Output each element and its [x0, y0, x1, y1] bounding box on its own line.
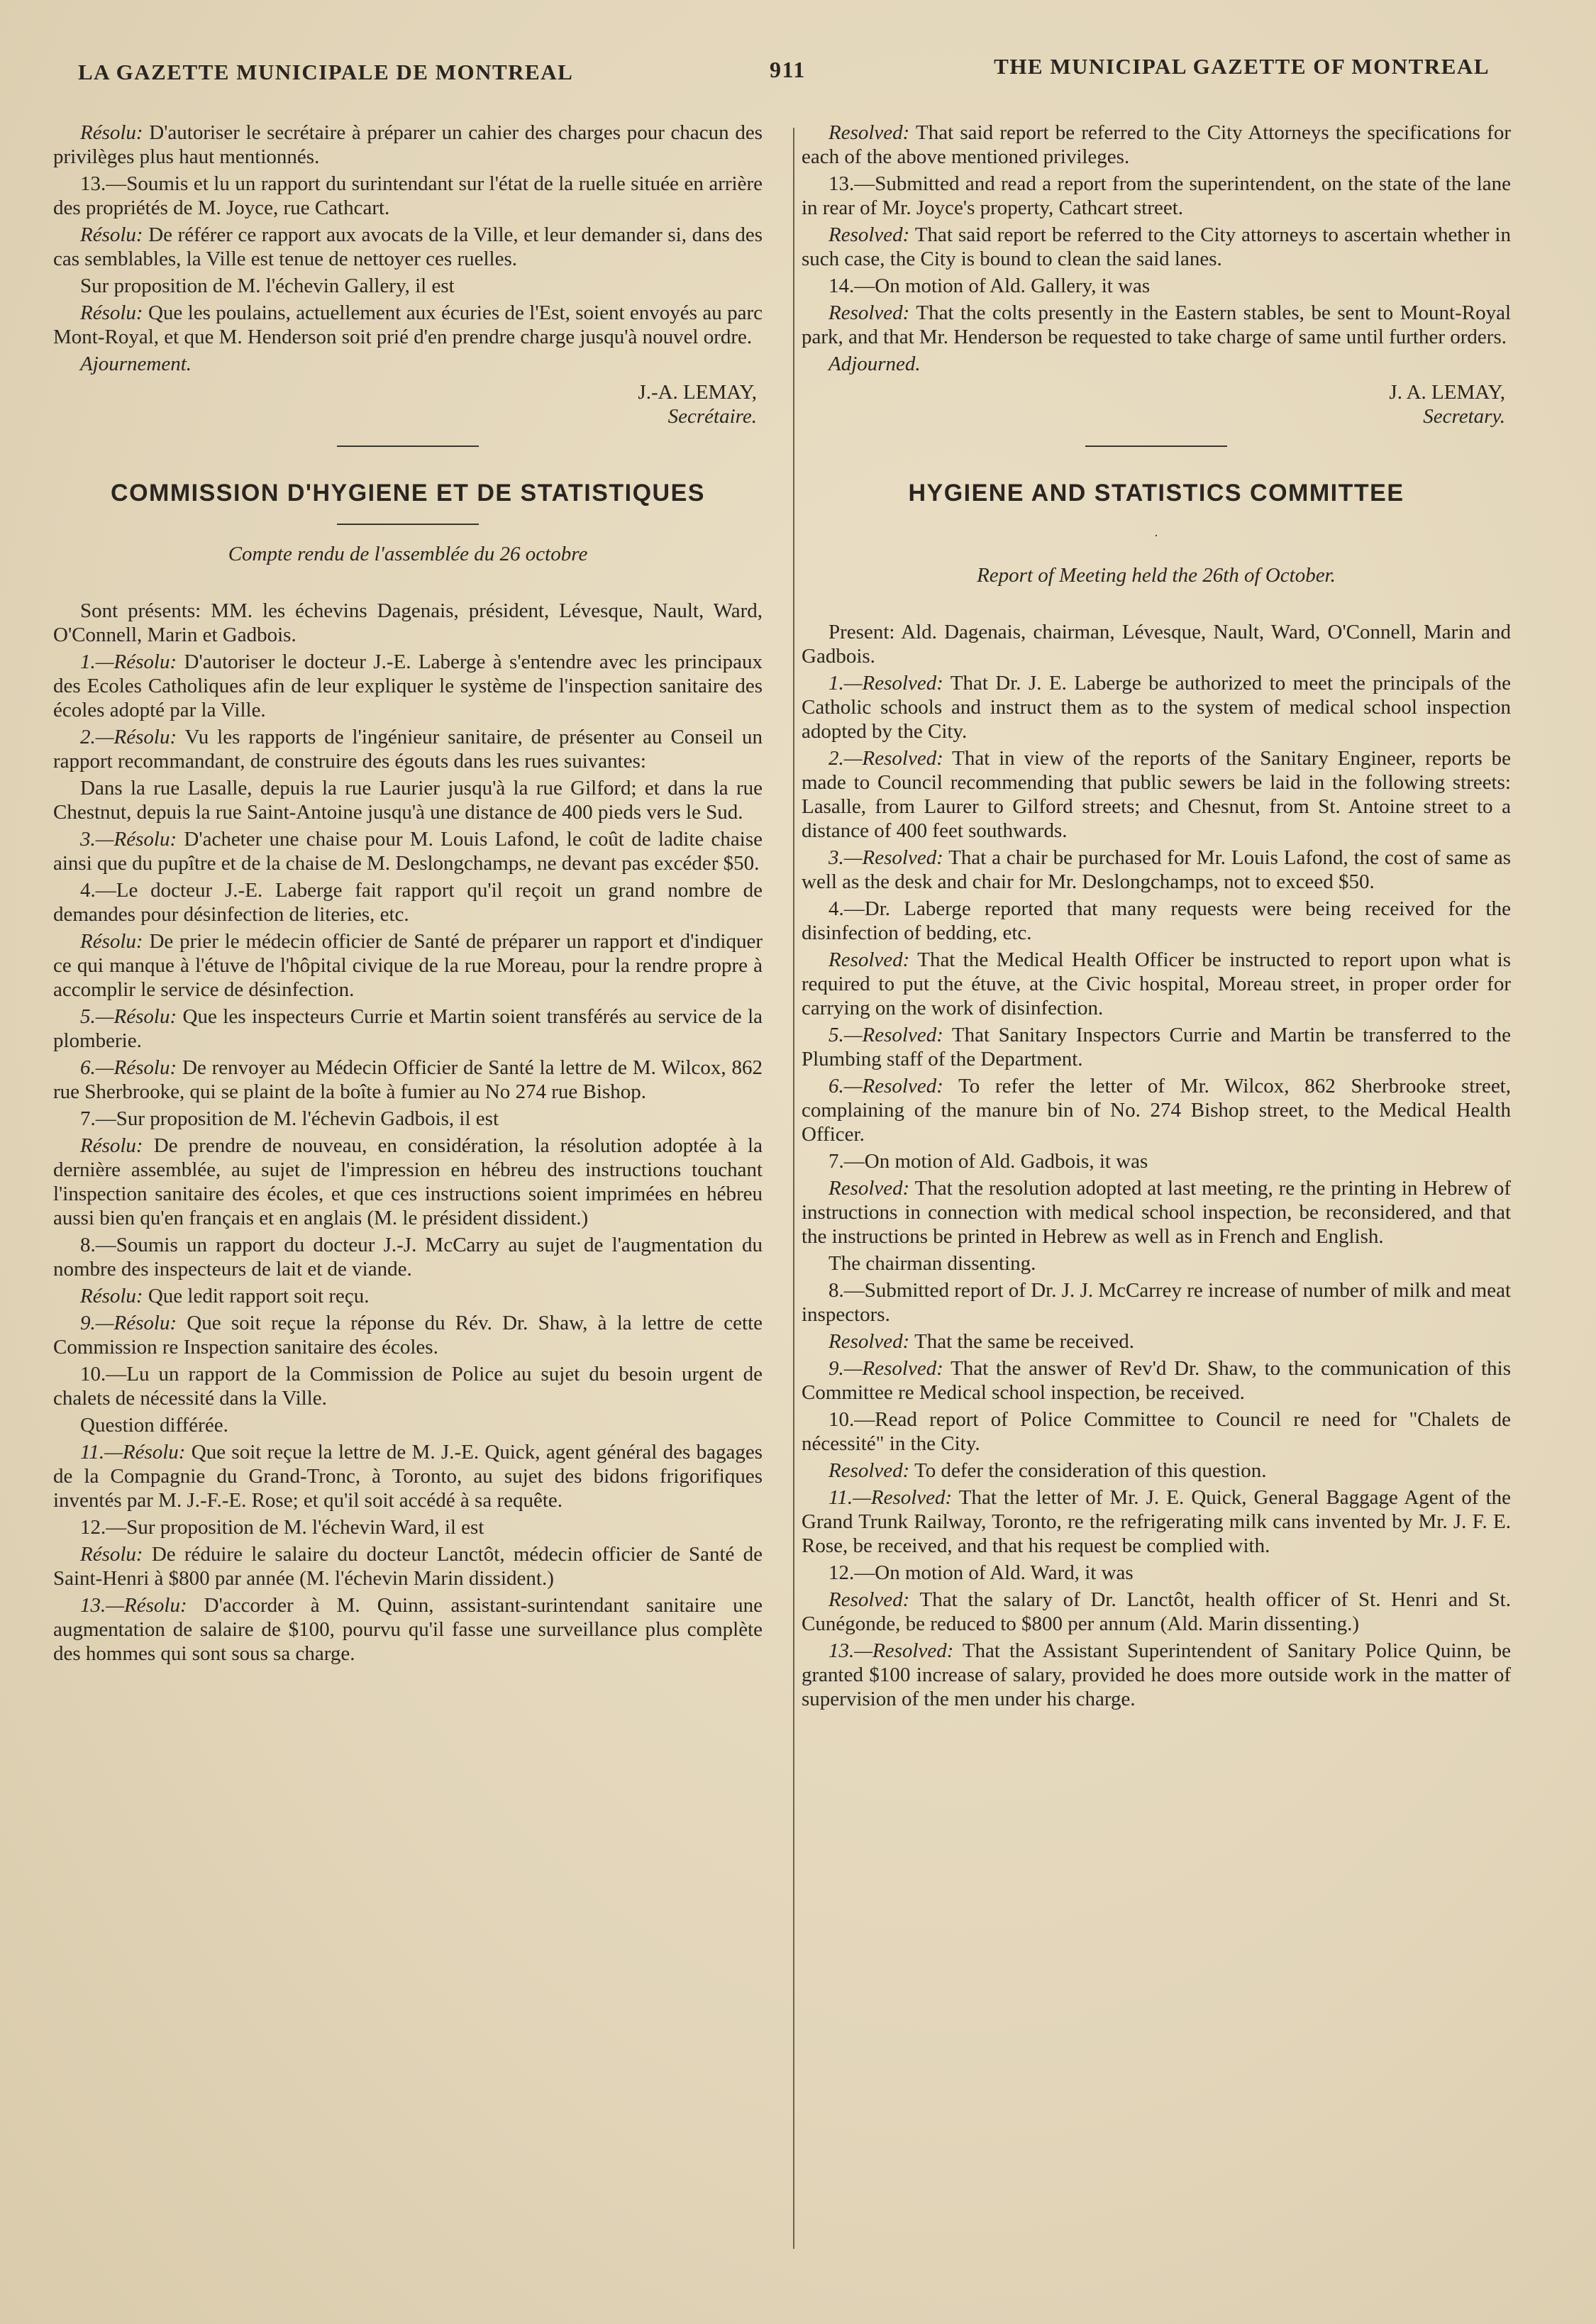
- fr-body-paragraph-text: Vu les rapports de l'ingénieur sanitaire, de présenter au Conseil un rapport recommandant, de construire des égouts dans les rues suivantes:: [53, 726, 763, 773]
- en-body-paragraph: [802, 1485, 1511, 1558]
- en-body-paragraph-text: That the Medical Health Officer be instructed to report upon what is required to put the étuve, at the Civic hospital, Moreau street, in proper order for carrying on the work of disinfection.: [802, 948, 1511, 1019]
- fr-body-paragraph-label: 2.—Résolu:: [80, 726, 177, 748]
- en-body-paragraph: [802, 897, 1511, 945]
- en-top-paragraph-text: That said report be referred to the City attorneys to ascertain whether in such case, the City is bound to clean the said lanes.: [802, 223, 1511, 270]
- en-decorative-dot: ·: [1154, 529, 1158, 543]
- fr-body-paragraph-text: 8.—Soumis un rapport du docteur J.-J. McCarry au sujet de l'augmentation du nombre des inspecteurs de lait et de viande.: [53, 1234, 763, 1280]
- fr-top-paragraph-label: Résolu:: [80, 223, 143, 246]
- en-top-paragraph-label: Adjourned.: [829, 353, 921, 375]
- fr-body-paragraph-label: Résolu:: [80, 1285, 143, 1307]
- fr-body-paragraph-text: Question différée.: [80, 1414, 228, 1437]
- fr-body-paragraph-label: 6.—Résolu:: [80, 1056, 177, 1079]
- fr-body-paragraph-text: D'autoriser le docteur J.-E. Laberge à s'entendre avec les principaux des Ecoles Catholiques afin de leur expliquer le système de l'inspection sanitaire des écoles adopté par la Ville.: [53, 651, 763, 721]
- fr-body-paragraphs: [53, 599, 763, 1666]
- fr-body-paragraph: [53, 1056, 763, 1104]
- fr-top-paragraph-text: De référer ce rapport aux avocats de la Ville, et leur demander si, dans des cas semblables, la Ville est tenue de nettoyer ces ruelles.: [53, 223, 763, 270]
- fr-body-paragraph-label: Résolu:: [80, 930, 143, 953]
- fr-body-paragraph-text: Sont présents: MM. les échevins Dagenais, président, Lévesque, Nault, Ward, O'Connell, Marin et Gadbois.: [53, 599, 763, 646]
- en-top-paragraph-text: 14.—On motion of Ald. Gallery, it was: [829, 275, 1151, 297]
- fr-top-paragraph-label: Résolu:: [80, 121, 143, 144]
- fr-body-paragraph-text: D'acheter une chaise pour M. Louis Lafond, le coût de ladite chaise ainsi que du pupître et de la chaise de M. Deslongchamps, ne devant pas excéder $50.: [53, 828, 763, 875]
- fr-body-paragraph: [53, 1440, 763, 1512]
- fr-top-paragraph-text: D'autoriser le secrétaire à préparer un cahier des charges pour chacun des privilèges plus haut mentionnés.: [53, 121, 763, 168]
- fr-body-paragraph-label: 11.—Résolu:: [80, 1441, 186, 1463]
- en-body-paragraph: [802, 671, 1511, 743]
- fr-signature: J.-A. LEMAY,: [638, 381, 757, 404]
- fr-body-paragraph: [53, 1107, 763, 1131]
- fr-top-paragraph-label: Résolu:: [80, 301, 143, 324]
- en-top-paragraph: [802, 301, 1511, 349]
- fr-body-paragraph-label: 3.—Résolu:: [80, 828, 177, 851]
- en-body-paragraph-text: 12.—On motion of Ald. Ward, it was: [829, 1561, 1134, 1584]
- en-top-paragraph-text: 13.—Submitted and read a report from the superintendent, on the state of the lane in rear of Mr. Joyce's property, Cathcart street.: [802, 172, 1511, 219]
- en-body-paragraph-text: 10.—Read report of Police Committee to Council re need for "Chalets de nécessité" in the City.: [802, 1408, 1511, 1455]
- fr-top-paragraph: [53, 274, 763, 298]
- en-body-paragraph-text: 8.—Submitted report of Dr. J. J. McCarrey re increase of number of milk and meat inspectors.: [802, 1279, 1511, 1326]
- en-top-paragraph: [802, 352, 1511, 376]
- en-body-paragraph-text: That Dr. J. E. Laberge be authorized to meet the principals of the Catholic schools and instruct them as to the system of medical school inspection adopted by the City.: [802, 672, 1511, 743]
- fr-top-paragraph-text: Sur proposition de M. l'échevin Gallery, il est: [80, 275, 455, 297]
- en-body-paragraph-label: 1.—Resolved:: [829, 672, 943, 695]
- fr-body-paragraph-text: Que les inspecteurs Currie et Martin soient transférés au service de la plomberie.: [53, 1005, 763, 1052]
- en-body-paragraph-text: To refer the letter of Mr. Wilcox, 862 Sherbrooke street, complaining of the manure bin of No. 274 Bishop street, to the Medical Health Officer.: [802, 1075, 1511, 1146]
- en-signature-title: Secretary.: [1423, 405, 1505, 428]
- fr-body-paragraph: [53, 827, 763, 875]
- en-body-paragraph-label: Resolved:: [829, 1459, 910, 1482]
- en-section-title: HYGIENE AND STATISTICS COMMITTEE: [908, 480, 1404, 507]
- en-body-paragraph: [802, 846, 1511, 894]
- en-body-paragraph-label: 3.—Resolved:: [829, 846, 943, 869]
- en-body-paragraph-label: 13.—Resolved:: [829, 1639, 954, 1662]
- fr-body-paragraph-label: Résolu:: [80, 1134, 143, 1157]
- fr-body-paragraph: [53, 1005, 763, 1053]
- en-body-paragraph-label: 5.—Resolved:: [829, 1024, 943, 1046]
- fr-body-paragraph-text: De réduire le salaire du docteur Lanctôt, médecin officier de Santé de Saint-Henri à $800 par année (M. l'échevin Marin dissident.): [53, 1543, 763, 1590]
- page-number: 911: [770, 57, 806, 82]
- en-body-paragraph-text: That a chair be purchased for Mr. Louis Lafond, the cost of same as well as the desk and chair for Mr. Deslongchamps, not to exceed $50.: [802, 846, 1511, 893]
- en-body-paragraph-label: 2.—Resolved:: [829, 747, 943, 770]
- fr-top-paragraph-text: Que les poulains, actuellement aux écuries de l'Est, soient envoyés au parc Mont-Royal, et que M. Henderson soit prié d'en prendre charge jusqu'à nouvel ordre.: [53, 301, 763, 348]
- fr-body-paragraph-label: Résolu:: [80, 1543, 143, 1566]
- fr-body-paragraph-text: 7.—Sur proposition de M. l'échevin Gadbois, il est: [80, 1107, 499, 1130]
- fr-top-paragraph-text: 13.—Soumis et lu un rapport du surintendant sur l'état de la ruelle située en arrière des propriétés de M. Joyce, rue Cathcart.: [53, 172, 763, 219]
- en-body-paragraph: [802, 1639, 1511, 1711]
- fr-body-paragraph-text: 4.—Le docteur J.-E. Laberge fait rapport qu'il reçoit un grand nombre de demandes pour désinfection de literies, etc.: [53, 879, 763, 926]
- header-left-title: LA GAZETTE MUNICIPALE DE MONTREAL: [78, 60, 574, 84]
- fr-body-paragraph-label: 13.—Résolu:: [80, 1594, 187, 1617]
- french-column: [53, 121, 763, 1669]
- en-body-paragraph: [802, 1149, 1511, 1173]
- fr-signature-title: Secrétaire.: [667, 405, 757, 428]
- en-divider-rule: [1085, 446, 1227, 447]
- fr-body-paragraph: [53, 1284, 763, 1308]
- running-head: [71, 50, 1490, 92]
- fr-body-paragraph-text: 10.—Lu un rapport de la Commission de Police au sujet du besoin urgent de chalets de nécessité dans la Ville.: [53, 1363, 763, 1410]
- fr-body-paragraph: [53, 725, 763, 773]
- fr-section-title: COMMISSION D'HYGIENE ET DE STATISTIQUES: [111, 480, 705, 507]
- en-body-paragraph-text: That the answer of Rev'd Dr. Shaw, to the communication of this Committee re Medical school inspection, be received.: [802, 1357, 1511, 1404]
- en-top-paragraph-label: Resolved:: [829, 301, 910, 324]
- en-body-paragraph-text: 4.—Dr. Laberge reported that many requests were being received for the disinfection of bedding, etc.: [802, 897, 1511, 944]
- fr-body-paragraph-text: De renvoyer au Médecin Officier de Santé la lettre de M. Wilcox, 862 rue Sherbrooke, qui se plaint de la boîte à fumier au No 274 rue Bishop.: [53, 1056, 763, 1103]
- en-body-paragraph-label: Resolved:: [829, 1177, 910, 1200]
- en-section-subtitle: Report of Meeting held the 26th of October.: [977, 564, 1336, 587]
- en-body-paragraph: [802, 948, 1511, 1020]
- fr-body-paragraph-text: Que ledit rapport soit reçu.: [143, 1285, 370, 1307]
- fr-body-paragraph-text: D'accorder à M. Quinn, assistant-surintendant sanitaire une augmentation de salaire de $100, pourvu qu'il fasse une surveillance plus complète des hommes qui sont sous sa charge.: [53, 1594, 763, 1665]
- en-signature: J. A. LEMAY,: [1389, 381, 1505, 404]
- en-body-paragraph: [802, 1588, 1511, 1636]
- en-top-paragraph-label: Resolved:: [829, 223, 910, 246]
- en-body-paragraph: [802, 1329, 1511, 1354]
- fr-body-paragraph: [53, 1515, 763, 1539]
- fr-body-paragraph-text: Que soit reçue la réponse du Rév. Dr. Shaw, à la lettre de cette Commission re Inspection sanitaire des écoles.: [53, 1312, 763, 1359]
- en-body-paragraph-label: 9.—Resolved:: [829, 1357, 943, 1380]
- en-body-paragraph: [802, 746, 1511, 843]
- en-top-paragraph: [802, 223, 1511, 271]
- fr-body-paragraph: [53, 599, 763, 647]
- en-body-paragraph-text: That the same be received.: [909, 1330, 1135, 1353]
- en-body-paragraph-text: That the salary of Dr. Lanctôt, health officer of St. Henri and St. Cunégonde, be reduced to $800 per annum (Ald. Marin dissenting.): [802, 1588, 1511, 1635]
- en-body-paragraph-text: That the Assistant Superintendent of Sanitary Police Quinn, be granted $100 increase of salary, provided he does more outside work in the matter of supervision of the men under his charge.: [802, 1639, 1511, 1710]
- fr-top-paragraph: [53, 121, 763, 169]
- fr-body-paragraph: [53, 929, 763, 1002]
- fr-top-paragraph: [53, 352, 763, 376]
- en-body-paragraph-label: Resolved:: [829, 948, 910, 971]
- fr-body-paragraph: [53, 776, 763, 824]
- en-body-paragraph: [802, 1356, 1511, 1405]
- en-body-paragraph-text: That Sanitary Inspectors Currie and Martin be transferred to the Plumbing staff of the Department.: [802, 1024, 1511, 1070]
- en-body-paragraph-text: That in view of the reports of the Sanitary Engineer, reports be made to Council recommending that public sewers be laid in the following streets: Lasalle, from Laurer to Gilford streets; and Chesnut, from St. Antoine street to a distance of 400 feet southwards.: [802, 747, 1511, 842]
- en-top-paragraph-text: That the colts presently in the Eastern stables, be sent to Mount-Royal park, and that Mr. Henderson be requested to take charge of same until further orders.: [802, 301, 1511, 348]
- en-body-paragraph: [802, 1176, 1511, 1249]
- en-body-paragraph: [802, 1023, 1511, 1071]
- en-top-paragraph-label: Resolved:: [829, 121, 910, 144]
- fr-body-paragraph: [53, 1233, 763, 1281]
- fr-body-paragraph: [53, 1134, 763, 1230]
- en-body-paragraph: [802, 1459, 1511, 1483]
- column-divider: [793, 128, 794, 2249]
- fr-body-paragraph-label: 5.—Résolu:: [80, 1005, 177, 1028]
- en-body-paragraph: [802, 1561, 1511, 1585]
- fr-body-paragraph-label: 1.—Résolu:: [80, 651, 177, 673]
- en-top-paragraph: [802, 172, 1511, 220]
- fr-section-subtitle: Compte rendu de l'assemblée du 26 octobre: [228, 543, 588, 565]
- fr-top-paragraph: [53, 172, 763, 220]
- fr-body-paragraph-label: 9.—Résolu:: [80, 1312, 177, 1334]
- en-body-paragraphs: [802, 620, 1511, 1711]
- en-body-paragraph: [802, 1251, 1511, 1276]
- en-body-paragraph-label: 6.—Resolved:: [829, 1075, 943, 1097]
- en-top-paragraph: [802, 274, 1511, 298]
- english-column: [802, 121, 1511, 1714]
- fr-top-paragraph: [53, 223, 763, 271]
- fr-body-paragraph-text: 12.—Sur proposition de M. l'échevin Ward, il est: [80, 1516, 484, 1539]
- en-top-paragraphs: [802, 121, 1511, 376]
- en-body-paragraph-label: 11.—Resolved:: [829, 1486, 953, 1509]
- fr-body-paragraph: [53, 1311, 763, 1359]
- fr-body-paragraph: [53, 878, 763, 926]
- en-top-paragraph: [802, 121, 1511, 169]
- fr-title-rule: [337, 524, 479, 525]
- en-body-paragraph-text: That the resolution adopted at last meeting, re the printing in Hebrew of instructions in connection with medical school inspection, be reconsidered, and that the instructions be printed in Hebrew as well as in French and English.: [802, 1177, 1511, 1248]
- fr-body-paragraph-text: De prendre de nouveau, en considération, la résolution adoptée à la dernière assemblée, au sujet de l'impression en hébreu des instructions touchant l'inspection sanitaire des écoles, et que ces instructions soient imprimées en hébreu aussi bien qu'en français et en anglais (M. le président dissident.): [53, 1134, 763, 1229]
- fr-body-paragraph-text: De prier le médecin officier de Santé de préparer un rapport et d'indiquer ce qui manque à l'étuve de l'hôpital civique de la rue Moreau, pour la rendre propre à accomplir le service de désinfection.: [53, 930, 763, 1001]
- fr-body-paragraph: [53, 1413, 763, 1437]
- en-body-paragraph-text: Present: Ald. Dagenais, chairman, Lévesque, Nault, Ward, O'Connell, Marin and Gadbois.: [802, 621, 1511, 668]
- fr-top-paragraph: [53, 301, 763, 349]
- fr-body-paragraph: [53, 1362, 763, 1410]
- en-body-paragraph: [802, 620, 1511, 668]
- en-body-paragraph: [802, 1074, 1511, 1146]
- fr-divider-rule: [337, 446, 479, 447]
- header-right-title: THE MUNICIPAL GAZETTE OF MONTREAL: [994, 54, 1490, 79]
- fr-body-paragraph: [53, 1593, 763, 1666]
- en-body-paragraph: [802, 1278, 1511, 1327]
- en-body-paragraph-text: To defer the consideration of this question.: [909, 1459, 1267, 1482]
- en-body-paragraph: [802, 1407, 1511, 1456]
- en-body-paragraph-text: The chairman dissenting.: [829, 1252, 1036, 1275]
- en-body-paragraph-label: Resolved:: [829, 1330, 910, 1353]
- fr-body-paragraph-text: Que soit reçue la lettre de M. J.-E. Quick, agent général des bagages de la Compagnie du Grand-Tronc, à Toronto, au sujet des bidons frigorifiques inventés par M. J.-F.-E. Rose; et qu'il soit accédé à sa requête.: [53, 1441, 763, 1512]
- en-body-paragraph-label: Resolved:: [829, 1588, 910, 1611]
- fr-body-paragraph: [53, 650, 763, 722]
- en-body-paragraph-text: That the letter of Mr. J. E. Quick, General Baggage Agent of the Grand Trunk Railway, Toronto, re the refrigerating milk cans invented by Mr. J. F. E. Rose, be received, and that his request be complied with.: [802, 1486, 1511, 1557]
- fr-top-paragraph-label: Ajournement.: [80, 353, 192, 375]
- fr-body-paragraph: [53, 1542, 763, 1590]
- en-top-paragraph-text: That said report be referred to the City Attorneys the specifications for each of the above mentioned privileges.: [802, 121, 1511, 168]
- fr-top-paragraphs: [53, 121, 763, 376]
- fr-body-paragraph-text: Dans la rue Lasalle, depuis la rue Laurier jusqu'à la rue Gilford; et dans la rue Chestnut, depuis la rue Saint-Antoine jusqu'à une distance de 400 pieds vers le Sud.: [53, 777, 763, 824]
- en-body-paragraph-text: 7.—On motion of Ald. Gadbois, it was: [829, 1150, 1148, 1173]
